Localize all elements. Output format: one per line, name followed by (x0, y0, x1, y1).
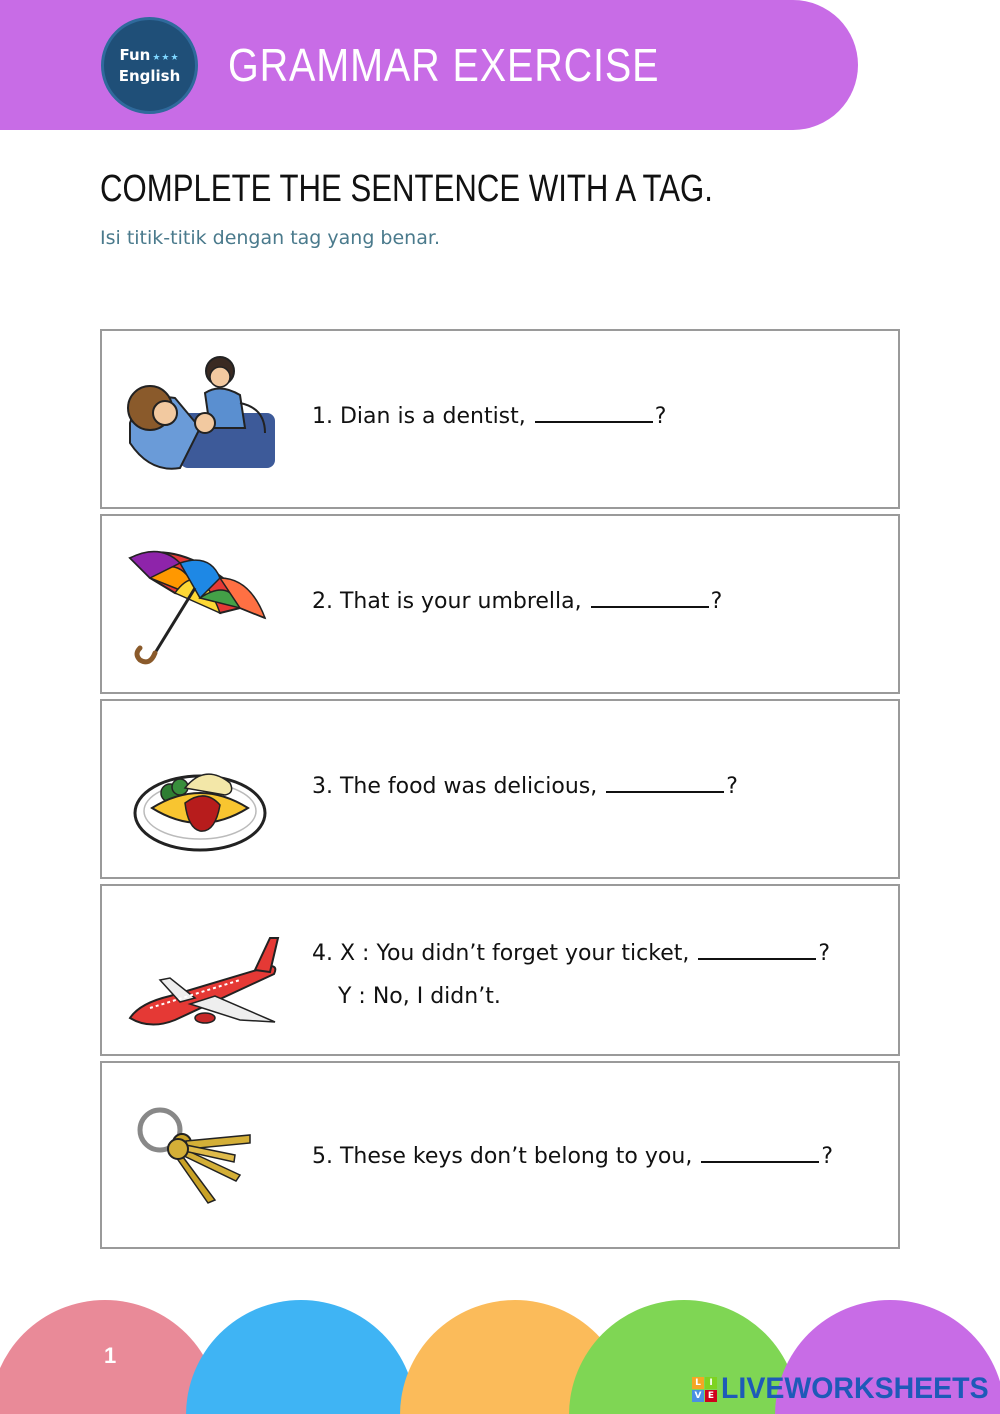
question-text-4 (312, 932, 830, 976)
question-4-answer-line: Y : No, I didn’t. (338, 984, 501, 1009)
logo-stars: ★★★ (152, 53, 180, 63)
food-plate-illustration (120, 723, 280, 853)
question-card-4 (100, 884, 900, 1056)
question-1-mark: ? (654, 404, 667, 429)
question-text-2 (312, 580, 722, 624)
question-3-mark: ? (726, 774, 738, 799)
liveworksheets-badge-icon (692, 1377, 717, 1402)
liveworksheets-brand: LIVEWORKSHEETS (721, 1372, 989, 1405)
page-number: 1 (104, 1343, 117, 1368)
badge-letter-i: I (705, 1377, 717, 1389)
answer-blank-3[interactable] (606, 771, 724, 793)
question-2-mark: ? (710, 589, 723, 614)
question-1-text: 1. Dian is a dentist, (312, 404, 526, 429)
answer-blank-2[interactable] (591, 586, 709, 608)
question-4-text: 4. X : You didn’t forget your ticket, (312, 941, 690, 966)
airplane-illustration (120, 908, 280, 1038)
question-5-text: 5. These keys don’t belong to you, (312, 1144, 693, 1169)
keys-illustration (120, 1085, 280, 1215)
question-4-mark: ? (818, 941, 831, 966)
fun-english-logo (101, 17, 198, 114)
question-text-1 (312, 395, 666, 439)
answer-blank-4[interactable] (698, 938, 816, 960)
umbrella-illustration (120, 538, 280, 668)
question-text-5 (312, 1135, 833, 1179)
page-title: GRAMMAR EXERCISE (228, 39, 660, 91)
question-card-3 (100, 699, 900, 879)
dentist-illustration (120, 353, 280, 483)
question-5-mark: ? (821, 1144, 833, 1169)
instruction-subheading: Isi titik-titik dengan tag yang benar. (100, 227, 440, 249)
badge-letter-v: V (692, 1390, 704, 1402)
question-text-3 (312, 765, 738, 809)
question-3-text: 3. The food was delicious, (312, 774, 598, 799)
logo-line1: Fun (119, 46, 151, 64)
liveworksheets-logo[interactable] (692, 1372, 1000, 1406)
question-card-5 (100, 1061, 900, 1249)
answer-blank-5[interactable] (701, 1141, 819, 1163)
question-2-text: 2. That is your umbrella, (312, 589, 582, 614)
question-card-2 (100, 514, 900, 694)
badge-letter-l: L (692, 1377, 704, 1389)
badge-letter-e: E (705, 1390, 717, 1402)
footer-circle-blue (186, 1300, 416, 1414)
instruction-heading: COMPLETE THE SENTENCE WITH A TAG. (100, 168, 713, 210)
logo-line2: English (118, 67, 181, 85)
question-card-1 (100, 329, 900, 509)
answer-blank-1[interactable] (535, 401, 653, 423)
